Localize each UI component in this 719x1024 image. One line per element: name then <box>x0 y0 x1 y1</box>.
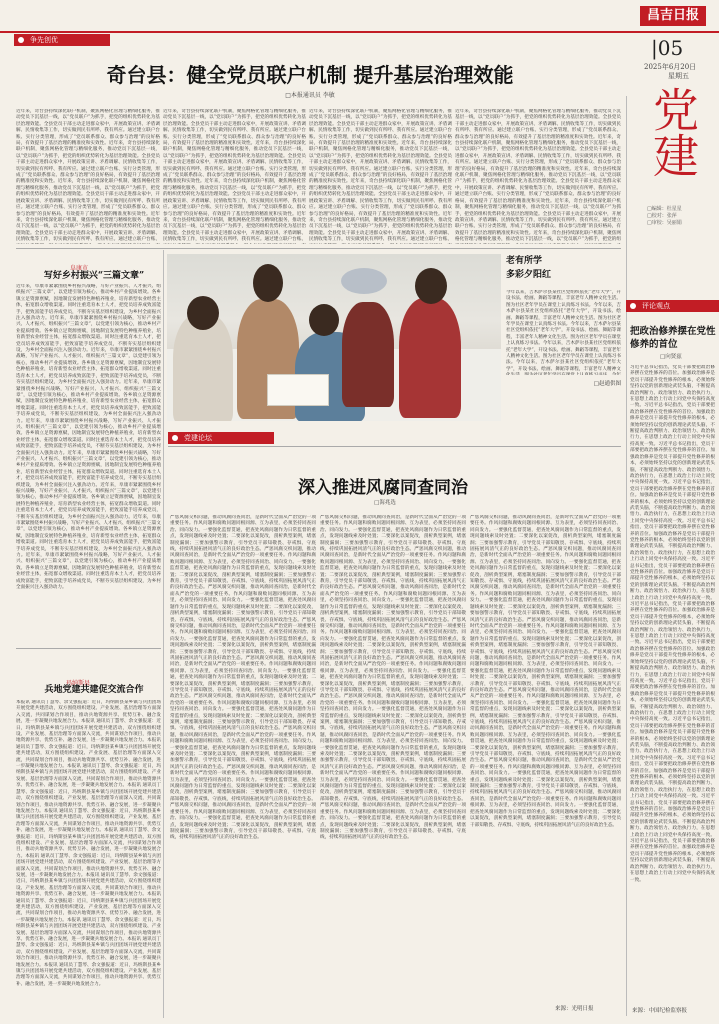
review-title: 把政治修养摆在党性修养的首位 <box>630 326 716 350</box>
lead-divider <box>16 248 621 249</box>
lead-body-col-3: 近年来，奇台县持续深化联户机制，聚焦网格化管理与精细化服务，推动党员下沉基层一线，以“党员联户”为抓手，把党的组织优势转化为基层治理效能。全县党员干部主动走进群众家中，开展政策宣讲、矛盾调解、民情收集等工作，切实做到民有所呼、我有所应。通过建立联户台账、实行分类管理，形成了“党员联系群众、群众参与治理”的良好格局，有效提升了基层治理的精准度和实效性。近年来，奇台县持续深化联户机制，聚焦网格化管理与精细化服务，推动党员下沉基层一线，以“党员联户”为抓手，把党的组织优势转化为基层治理效能。全县党员干部主动走进群众家中，开展政策宣讲、矛盾调解、民情收集等工作，切实做到民有所呼、我有所应。通过建立联户台账、实行分类管理，形成了“党员联系群众、群众参与治理”的良好格局，有效提升了基层治理的精准度和实效性。近年来，奇台县持续深化联户机制，聚焦网格化管理与精细化服务，推动党员下沉基层一线，以“党员联户”为抓手，把党的组织优势转化为基层治理效能。全县党员干部主动走进群众家中，开展政策宣讲、矛盾调解、民情收集等工作，切实做到民有所呼、我有所应。通过建立联户台账、实行分类管理，形成了“党员联系群众、群众参与治理”的良好格局，有效提升了基层治理的精准度和实效性。近年来，奇台县持续深化联户机制，聚焦网格化管理与精细化服务，推动党员下沉基层一线，以“党员联户”为抓手，把党的组织优势转化为基层治理效能。全县党员干部主动走进群众家中，开展政策宣讲、矛盾调解、民情收集等工作，切实做到民有所呼、我有所应。通过建立联户台账、 <box>309 109 452 243</box>
left-article-2-kicker: 玛纳斯县 <box>66 680 91 687</box>
page-weekday: 星期五 <box>668 72 689 80</box>
column-divider-right <box>626 96 627 1016</box>
left-article-1-kicker: 阜康市 <box>70 265 89 272</box>
left-article-2-body: 本报讯 通讯员丁慧琴、余文强报道：近日，玛纳斯县某乡镇与兵团团场开展党建共建活动，双方围绕组织建设、产业发展、基层治理等方面深入交流，共同谋划合作项目，推动兵地资源共享、优势互补、融合发展，进一步凝聚兵地发展合力。本报讯 通讯员丁慧琴、余文强报道：近日，玛纳斯县某乡镇与兵团团场开展党建共建活动，双方围绕组织建设、产业发展、基层治理等方面深入交流，共同谋划合作项目，推动兵地资源共享、优势互补、融合发展，进一步凝聚兵地发展合力。本报讯 通讯员丁慧琴、余文强报道：近日，玛纳斯县某乡镇与兵团团场开展党建共建活动，双方围绕组织建设、产业发展、基层治理等方面深入交流，共同谋划合作项目，推动兵地资源共享、优势互补、融合发展，进一步凝聚兵地发展合力。本报讯 通讯员丁慧琴、余文强报道：近日，玛纳斯县某乡镇与兵团团场开展党建共建活动，双方围绕组织建设、产业发展、基层治理等方面深入交流，共同谋划合作项目，推动兵地资源共享、优势互补、融合发展，进一步凝聚兵地发展合力。本报讯 通讯员丁慧琴、余文强报道：近日，玛纳斯县某乡镇与兵团团场开展党建共建活动，双方围绕组织建设、产业发展、基层治理等方面深入交流，共同谋划合作项目，推动兵地资源共享、优势互补、融合发展，进一步凝聚兵地发展合力。本报讯 通讯员丁慧琴、余文强报道：近日，玛纳斯县某乡镇与兵团团场开展党建共建活动，双方围绕组织建设、产业发展、基层治理等方面深入交流，共同谋划合作项目，推动兵地资源共享、优势互补、融合发展，进一步凝聚兵地发展合力。本报讯 通讯员丁慧琴、余文强报道：近日，玛纳斯县某乡镇与兵团团场开展党建共建活动，双方围绕组织建设、产业发展、基层治理等方面深入交流，共同谋划合作项目，推动兵地资源共享、优势互补、融合发展，进一步凝聚兵地发展合力。本报讯 通讯员丁慧琴、余文强报道：近日，玛纳斯县某乡镇与兵团团场开展党建共建活动，双方围绕组织建设、产业发展、基层治理等方面深入交流，共同谋划合作项目，推动兵地资源共享、优势互补、融合发展，进一步凝聚兵地发展合力。本报讯 通讯员丁慧琴、余文强报道：近日，玛纳斯县某乡镇与兵团团场开展党建共建活动，双方围绕组织建设、产业发展、基层治理等方面深入交流，共同谋划合作项目，推动兵地资源共享、优势互补、融合发展，进一步凝聚兵地发展合力。本报讯 通讯员丁慧琴、余文强报道：近日，玛纳斯县某乡镇与兵团团场开展党建共建活动，双方围绕组织建设、产业发展、基层治理等方面深入交流，共同谋划合作项目，推动兵地资源共享、优势互补、融合发展，进一步凝聚兵地发展合力。本报讯 通讯员丁慧琴、余文强报道：近日，玛纳斯县某乡镇与兵团团场开展党建共建活动，双方围绕组织建设、产业发展、基层治理等方面深入交流，共同谋划合作项目，推动兵地资源共享、优势互补、融合发展，进一步凝聚兵地发展合力。本报讯 通讯员丁慧琴、余文强报道：近日，玛纳斯县某乡镇与兵团团场开展党建共建活动，双方围绕组织建设、产业发展、基层治理等方面深入交流，共同谋划合作项目，推动兵地资源共享、优势互补、融合发展，进一步凝聚兵地发展合力。本报讯 通讯员丁慧琴、余文强报道：近日，玛纳斯县某乡镇与兵团团场开展党建共建活动，双方围绕组织建设、产业发展、基层治理等方面深入交流，共同谋划合作项目，推动兵地资源共享、优势互补、融合发展，进一步凝聚兵地发展合力。 <box>16 700 161 987</box>
lead-byline: □本报通讯员 李敏 <box>285 92 335 99</box>
newspaper-logo: 昌吉日报 <box>640 6 706 26</box>
photo-caption <box>506 254 621 424</box>
mid-source: 来源：光明日报 <box>555 1006 594 1012</box>
mid-body-col-1: 严惩风腐交织问题，推动风腐同查同治，是新时代全面从严治党的一项重要任务。作风问题和腐败问题同根同源、互为表里，必须坚持同查同治、同向发力。一要强化监督贯通，把查处风腐问题作为日常监督的重点，发现问题线索及时处置；二要深化以案促改，剖析典型案例，堵塞制度漏洞；三要加强警示教育，引导党员干部知敬畏、存戒惧、守底线，持续巩固拓展风清气正的良好政治生态。严惩风腐交织问题，推动风腐同查同治，是新时代全面从严治党的一项重要任务。作风问题和腐败问题同根同源、互为表里，必须坚持同查同治、同向发力。一要强化监督贯通，把查处风腐问题作为日常监督的重点，发现问题线索及时处置；二要深化以案促改，剖析典型案例，堵塞制度漏洞；三要加强警示教育，引导党员干部知敬畏、存戒惧、守底线，持续巩固拓展风清气正的良好政治生态。严惩风腐交织问题，推动风腐同查同治，是新时代全面从严治党的一项重要任务。作风问题和腐败问题同根同源、互为表里，必须坚持同查同治、同向发力。一要强化监督贯通，把查处风腐问题作为日常监督的重点，发现问题线索及时处置；二要深化以案促改，剖析典型案例，堵塞制度漏洞；三要加强警示教育，引导党员干部知敬畏、存戒惧、守底线，持续巩固拓展风清气正的良好政治生态。严惩风腐交织问题，推动风腐同查同治，是新时代全面从严治党的一项重要任务。作风问题和腐败问题同根同源、互为表里，必须坚持同查同治、同向发力。一要强化监督贯通，把查处风腐问题作为日常监督的重点，发现问题线索及时处置；二要深化以案促改，剖析典型案例，堵塞制度漏洞；三要加强警示教育，引导党员干部知敬畏、存戒惧、守底线，持续巩固拓展风清气正的良好政治生态。严惩风腐交织问题，推动风腐同查同治，是新时代全面从严治党的一项重要任务。作风问题和腐败问题同根同源、互为表里，必须坚持同查同治、同向发力。一要强化监督贯通，把查处风腐问题作为日常监督的重点，发现问题线索及时处置；二要深化以案促改，剖析典型案例，堵塞制度漏洞；三要加强警示教育，引导党员干部知敬畏、存戒惧、守底线，持续巩固拓展风清气正的良好政治生态。严惩风腐交织问题，推动风腐同查同治，是新时代全面从严治党的一项重要任务。作风问题和腐败问题同根同源、互为表里，必须坚持同查同治、同向发力。一要强化监督贯通，把查处风腐问题作为日常监督的重点，发现问题线索及时处置；二要深化以案促改，剖析典型案例，堵塞制度漏洞；三要加强警示教育，引导党员干部知敬畏、存戒惧、守底线，持续巩固拓展风清气正的良好政治生态。严惩风腐交织问题，推动风腐同查同治，是新时代全面从严治党的一项重要任务。作风问题和腐败问题同根同源、互为表里，必须坚持同查同治、同向发力。一要强化监督贯通，把查处风腐问题作为日常监督的重点，发现问题线索及时处置；二要深化以案促改，剖析典型案例，堵塞制度漏洞；三要加强警示教育，引导党员干部知敬畏、存戒惧、守底线，持续巩固拓展风清气正的良好政治生态。严惩风腐交织问题，推动风腐同查同治，是新时代全面从严治党的一项重要任务。作风问题和腐败问题同根同源、互为表里，必须坚持同查同治、同向发力。一要强化监督贯通，把查处风腐问题作为日常监督的重点，发现问题线索及时处置；二要深化以案促改，剖析典型案例，堵塞制度漏洞；三要加强警示教育，引导党员干部知敬畏、存戒惧、守底线，持续巩固拓展风清气正的良好政治生态。严惩风腐交织问题，推动风腐同查同治，是新时代全面从严治党的一项重要任务。作风问题和腐败问题同根同源、互为表里，必须坚持同查同治、同向发力。一要强化监督贯通，把查处风腐问题作为日常监督的重点，发现问题线索及时处置；二要深化以案促改，剖析典型案例，堵塞制度漏洞；三要加强警示教育，引导党员干部知敬畏、存戒惧、守底线，持续巩固拓展风清气正的良好政治生态。 <box>170 515 316 841</box>
editor-line: □审校：吴丽娟 <box>647 220 682 226</box>
editor-credits <box>647 205 717 226</box>
lead-body-col-4: 近年来，奇台县持续深化联户机制，聚焦网格化管理与精细化服务，推动党员下沉基层一线，以“党员联户”为抓手，把党的组织优势转化为基层治理效能。全县党员干部主动走进群众家中，开展政策宣讲、矛盾调解、民情收集等工作，切实做到民有所呼、我有所应。通过建立联户台账、实行分类管理，形成了“党员联系群众、群众参与治理”的良好格局，有效提升了基层治理的精准度和实效性。近年来，奇台县持续深化联户机制，聚焦网格化管理与精细化服务，推动党员下沉基层一线，以“党员联户”为抓手，把党的组织优势转化为基层治理效能。全县党员干部主动走进群众家中，开展政策宣讲、矛盾调解、民情收集等工作，切实做到民有所呼、我有所应。通过建立联户台账、实行分类管理，形成了“党员联系群众、群众参与治理”的良好格局，有效提升了基层治理的精准度和实效性。近年来，奇台县持续深化联户机制，聚焦网格化管理与精细化服务，推动党员下沉基层一线，以“党员联户”为抓手，把党的组织优势转化为基层治理效能。全县党员干部主动走进群众家中，开展政策宣讲、矛盾调解、民情收集等工作，切实做到民有所呼、我有所应。通过建立联户台账、实行分类管理，形成了“党员联系群众、群众参与治理”的良好格局，有效提升了基层治理的精准度和实效性。近年来，奇台县持续深化联户机制，聚焦网格化管理与精细化服务，推动党员下沉基层一线，以“党员联户”为抓手，把党的组织优势转化为基层治理效能。全县党员干部主动走进群众家中，开展政策宣讲、矛盾调解、民情收集等工作，切实做到民有所呼、我有所应。通过建立联户台账、实行分类管理，形成了“党员联系群众、群众参与治理”的良好格局，有效提升了基层治理的精准度和实效性。近年来，奇台县持续深化联户机制，聚焦网格化管理与精细化服务，推动党员下沉基层一线，以“党员联户”为抓手，把党的组 <box>455 109 621 243</box>
page-date: 2025年6月20日 <box>644 63 697 71</box>
mid-divider <box>168 446 621 447</box>
lead-headline: 奇台县：健全党员联户机制 提升基层治理效能 <box>106 63 514 87</box>
editor-line: □编辑：杜星星 <box>647 206 682 212</box>
lead-body-col-1: 近年来，奇台县持续深化联户机制，聚焦网格化管理与精细化服务，推动党员下沉基层一线，以“党员联户”为抓手，把党的组织优势转化为基层治理效能。全县党员干部主动走进群众家中，开展政策宣讲、矛盾调解、民情收集等工作，切实做到民有所呼、我有所应。通过建立联户台账、实行分类管理，形成了“党员联系群众、群众参与治理”的良好格局，有效提升了基层治理的精准度和实效性。近年来，奇台县持续深化联户机制，聚焦网格化管理与精细化服务，推动党员下沉基层一线，以“党员联户”为抓手，把党的组织优势转化为基层治理效能。全县党员干部主动走进群众家中，开展政策宣讲、矛盾调解、民情收集等工作，切实做到民有所呼、我有所应。通过建立联户台账、实行分类管理，形成了“党员联系群众、群众参与治理”的良好格局，有效提升了基层治理的精准度和实效性。近年来，奇台县持续深化联户机制，聚焦网格化管理与精细化服务，推动党员下沉基层一线，以“党员联户”为抓手，把党的组织优势转化为基层治理效能。全县党员干部主动走进群众家中，开展政策宣讲、矛盾调解、民情收集等工作，切实做到民有所呼、我有所应。通过建立联户台账、实行分类管理，形成了“党员联系群众、群众参与治理”的良好格局，有效提升了基层治理的精准度和实效性。近年来，奇台县持续深化联户机制，聚焦网格化管理与精细化服务，推动党员下沉基层一线，以“党员联户”为抓手，把党的组织优势转化为基层治理效能。全县党员干部主动走进群众家中，开展政策宣讲、矛盾调解、民情收集等工作，切实做到民有所呼、我有所应。通过建立联户台账、 <box>16 109 160 243</box>
photo-credit: □赵通供图 <box>593 381 621 387</box>
review-author: □向贤兹 <box>660 354 682 360</box>
section-tag-review: 评论观点 <box>626 300 719 312</box>
editor-line: □校对：张萍 <box>647 213 677 219</box>
mid-article-author: □海兆选 <box>374 500 396 506</box>
page-number: |05 <box>651 36 684 60</box>
left-article-1-body: 近年来，阜康市紧紧围绕乡村振兴战略，写好产业振兴、人才振兴、组织振兴“三篇文章”，以党建引领为核心，推动乡村产业提质增效。各乡镇立足资源禀赋，因地制宜发展特色种植养殖业，培育新型农业经营主体，拓宽群众增收渠道。同时注重选育本土人才，把党员培养成致富能手，把致富能手培养成党员，不断夯实基层组织建设，为乡村全面振兴注入强劲动力。近年来，阜康市紧紧围绕乡村振兴战略，写好产业振兴、人才振兴、组织振兴“三篇文章”，以党建引领为核心，推动乡村产业提质增效。各乡镇立足资源禀赋，因地制宜发展特色种植养殖业，培育新型农业经营主体，拓宽群众增收渠道。同时注重选育本土人才，把党员培养成致富能手，把致富能手培养成党员，不断夯实基层组织建设，为乡村全面振兴注入强劲动力。近年来，阜康市紧紧围绕乡村振兴战略，写好产业振兴、人才振兴、组织振兴“三篇文章”，以党建引领为核心，推动乡村产业提质增效。各乡镇立足资源禀赋，因地制宜发展特色种植养殖业，培育新型农业经营主体，拓宽群众增收渠道。同时注重选育本土人才，把党员培养成致富能手，把致富能手培养成党员，不断夯实基层组织建设，为乡村全面振兴注入强劲动力。近年来，阜康市紧紧围绕乡村振兴战略，写好产业振兴、人才振兴、组织振兴“三篇文章”，以党建引领为核心，推动乡村产业提质增效。各乡镇立足资源禀赋，因地制宜发展特色种植养殖业，培育新型农业经营主体，拓宽群众增收渠道。同时注重选育本土人才，把党员培养成致富能手，把致富能手培养成党员，不断夯实基层组织建设，为乡村全面振兴注入强劲动力。近年来，阜康市紧紧围绕乡村振兴战略，写好产业振兴、人才振兴、组织振兴“三篇文章”，以党建引领为核心，推动乡村产业提质增效。各乡镇立足资源禀赋，因地制宜发展特色种植养殖业，培育新型农业经营主体，拓宽群众增收渠道。同时注重选育本土人才，把党员培养成致富能手，把致富能手培养成党员，不断夯实基层组织建设，为乡村全面振兴注入强劲动力。近年来，阜康市紧紧围绕乡村振兴战略，写好产业振兴、人才振兴、组织振兴“三篇文章”，以党建引领为核心，推动乡村产业提质增效。各乡镇立足资源禀赋，因地制宜发展特色种植养殖业，培育新型农业经营主体，拓宽群众增收渠道。同时注重选育本土人才，把党员培养成致富能手，把致富能手培养成党员，不断夯实基层组织建设，为乡村全面振兴注入强劲动力。近年来，阜康市紧紧围绕乡村振兴战略，写好产业振兴、人才振兴、组织振兴“三篇文章”，以党建引领为核心，推动乡村产业提质增效。各乡镇立足资源禀赋，因地制宜发展特色种植养殖业，培育新型农业经营主体，拓宽群众增收渠道。同时注重选育本土人才，把党员培养成致富能手，把致富能手培养成党员，不断夯实基层组织建设，为乡村全面振兴注入强劲动力。近年来，阜康市紧紧围绕乡村振兴战略，写好产业振兴、人才振兴、组织振兴“三篇文章”，以党建引领为核心，推动乡村产业提质增效。各乡镇立足资源禀赋，因地制宜发展特色种植养殖业，培育新型农业经营主体，拓宽群众增收渠道。同时注重选育本土人才，把党员培养成致富能手，把致富能手培养成党员，不断夯实基层组织建设，为乡村全面振兴注入强劲动力。近年来，阜康市紧紧围绕乡村振兴战略，写好产业振兴、人才振兴、组织振兴“三篇文章”，以党建引领为核心，推动乡村产业提质增效。各乡镇立足资源禀赋，因地制宜发展特色种植养殖业，培育新型农业经营主体，拓宽群众增收渠道。同时注重选育本土人才，把党员培养成致富能手，把致富能手培养成党员，不断夯实基层组织建设，为乡村全面振兴注入强劲动力。 <box>16 284 161 591</box>
left-article-divider <box>16 648 161 649</box>
mid-body-col-3: 严惩风腐交织问题，推动风腐同查同治，是新时代全面从严治党的一项重要任务。作风问题和腐败问题同根同源、互为表里，必须坚持同查同治、同向发力。一要强化监督贯通，把查处风腐问题作为日常监督的重点，发现问题线索及时处置；二要深化以案促改，剖析典型案例，堵塞制度漏洞；三要加强警示教育，引导党员干部知敬畏、存戒惧、守底线，持续巩固拓展风清气正的良好政治生态。严惩风腐交织问题，推动风腐同查同治，是新时代全面从严治党的一项重要任务。作风问题和腐败问题同根同源、互为表里，必须坚持同查同治、同向发力。一要强化监督贯通，把查处风腐问题作为日常监督的重点，发现问题线索及时处置；二要深化以案促改，剖析典型案例，堵塞制度漏洞；三要加强警示教育，引导党员干部知敬畏、存戒惧、守底线，持续巩固拓展风清气正的良好政治生态。严惩风腐交织问题，推动风腐同查同治，是新时代全面从严治党的一项重要任务。作风问题和腐败问题同根同源、互为表里，必须坚持同查同治、同向发力。一要强化监督贯通，把查处风腐问题作为日常监督的重点，发现问题线索及时处置；二要深化以案促改，剖析典型案例，堵塞制度漏洞；三要加强警示教育，引导党员干部知敬畏、存戒惧、守底线，持续巩固拓展风清气正的良好政治生态。严惩风腐交织问题，推动风腐同查同治，是新时代全面从严治党的一项重要任务。作风问题和腐败问题同根同源、互为表里，必须坚持同查同治、同向发力。一要强化监督贯通，把查处风腐问题作为日常监督的重点，发现问题线索及时处置；二要深化以案促改，剖析典型案例，堵塞制度漏洞；三要加强警示教育，引导党员干部知敬畏、存戒惧、守底线，持续巩固拓展风清气正的良好政治生态。严惩风腐交织问题，推动风腐同查同治，是新时代全面从严治党的一项重要任务。作风问题和腐败问题同根同源、互为表里，必须坚持同查同治、同向发力。一要强化监督贯通，把查处风腐问题作为日常监督的重点，发现问题线索及时处置；二要深化以案促改，剖析典型案例，堵塞制度漏洞；三要加强警示教育，引导党员干部知敬畏、存戒惧、守底线，持续巩固拓展风清气正的良好政治生态。严惩风腐交织问题，推动风腐同查同治，是新时代全面从严治党的一项重要任务。作风问题和腐败问题同根同源、互为表里，必须坚持同查同治、同向发力。一要强化监督贯通，把查处风腐问题作为日常监督的重点，发现问题线索及时处置；二要深化以案促改，剖析典型案例，堵塞制度漏洞；三要加强警示教育，引导党员干部知敬畏、存戒惧、守底线，持续巩固拓展风清气正的良好政治生态。严惩风腐交织问题，推动风腐同查同治，是新时代全面从严治党的一项重要任务。作风问题和腐败问题同根同源、互为表里，必须坚持同查同治、同向发力。一要强化监督贯通，把查处风腐问题作为日常监督的重点，发现问题线索及时处置；二要深化以案促改，剖析典型案例，堵塞制度漏洞；三要加强警示教育，引导党员干部知敬畏、存戒惧、守底线，持续巩固拓展风清气正的良好政治生态。严惩风腐交织问题，推动风腐同查同治，是新时代全面从严治党的一项重要任务。作风问题和腐败问题同根同源、互为表里，必须坚持同查同治、同向发力。一要强化监督贯通，把查处风腐问题作为日常监督的重点，发现问题线索及时处置；二要深化以案促改，剖析典型案例，堵塞制度漏洞；三要加强警示教育，引导党员干部知敬畏、存戒惧、守底线，持续巩固拓展风清气正的良好政治生态。严惩风腐交织问题，推动风腐同查同治，是新时代全面从严治党的一项重要任务。作风问题和腐败问题同根同源、互为表里，必须坚持同查同治、同向发力。一要强化监督贯通，把查处风腐问题作为日常监督的重点，发现问题线索及时处置；二要深化以案促改，剖析典型案例，堵塞制度漏洞；三要加强警示教育，引导党员干部知敬畏、存戒惧、守底线，持续巩固拓展风清气正的良好政治生态。 <box>470 515 621 828</box>
section-tag-top: 争先创优 <box>14 34 110 46</box>
column-divider-left <box>163 250 164 1018</box>
review-source: 来源：中国纪检监察报 <box>632 1008 688 1014</box>
lead-body-col-2: 近年来，奇台县持续深化联户机制，聚焦网格化管理与精细化服务，推动党员下沉基层一线，以“党员联户”为抓手，把党的组织优势转化为基层治理效能。全县党员干部主动走进群众家中，开展政策宣讲、矛盾调解、民情收集等工作，切实做到民有所呼、我有所应。通过建立联户台账、实行分类管理，形成了“党员联系群众、群众参与治理”的良好格局，有效提升了基层治理的精准度和实效性。近年来，奇台县持续深化联户机制，聚焦网格化管理与精细化服务，推动党员下沉基层一线，以“党员联户”为抓手，把党的组织优势转化为基层治理效能。全县党员干部主动走进群众家中，开展政策宣讲、矛盾调解、民情收集等工作，切实做到民有所呼、我有所应。通过建立联户台账、实行分类管理，形成了“党员联系群众、群众参与治理”的良好格局，有效提升了基层治理的精准度和实效性。近年来，奇台县持续深化联户机制，聚焦网格化管理与精细化服务，推动党员下沉基层一线，以“党员联户”为抓手，把党的组织优势转化为基层治理效能。全县党员干部主动走进群众家中，开展政策宣讲、矛盾调解、民情收集等工作，切实做到民有所呼、我有所应。通过建立联户台账、实行分类管理，形成了“党员联系群众、群众参与治理”的良好格局，有效提升了基层治理的精准度和实效性。近年来，奇台县持续深化联户机制，聚焦网格化管理与精细化服务，推动党员下沉基层一线，以“党员联户”为抓手，把党的组织优势转化为基层治理效能。全县党员干部主动走进群众家中，开展政策宣讲、矛盾调解、民情收集等工作，切实做到民有所呼、我有所应。通过建立联户台账、 <box>163 109 306 243</box>
mid-article-title: 深入推进风腐同查同治 <box>298 478 468 498</box>
calligraphy-class-photo <box>167 254 501 421</box>
photo-caption-title: 老有所学 多彩夕阳红 <box>506 256 552 280</box>
masthead-rule <box>0 31 719 33</box>
photo-caption-body: 今年以来，吉木萨尔县某社区党组织依托“老年大学”，开设书法、绘画、舞蹈等课程，丰富老年人精神文化生活。图为社区老年学员在课堂上认真练习书法。今年以来，吉木萨尔县某社区党组织依托“老年大学”，开设书法、绘画、舞蹈等课程，丰富老年人精神文化生活。图为社区老年学员在课堂上认真练习书法。今年以来，吉木萨尔县某社区党组织依托“老年大学”，开设书法、绘画、舞蹈等课程，丰富老年人精神文化生活。图为社区老年学员在课堂上认真练习书法。今年以来，吉木萨尔县某社区党组织依托“老年大学”，开设书法、绘画、舞蹈等课程，丰富老年人精神文化生活。图为社区老年学员在课堂上认真练习书法。今年以来，吉木萨尔县某社区党组织依托“老年大学”，开设书法、绘画、舞蹈等课程，丰富老年人精神文 <box>506 290 621 372</box>
mid-body-col-2: 严惩风腐交织问题，推动风腐同查同治，是新时代全面从严治党的一项重要任务。作风问题和腐败问题同根同源、互为表里，必须坚持同查同治、同向发力。一要强化监督贯通，把查处风腐问题作为日常监督的重点，发现问题线索及时处置；二要深化以案促改，剖析典型案例，堵塞制度漏洞；三要加强警示教育，引导党员干部知敬畏、存戒惧、守底线，持续巩固拓展风清气正的良好政治生态。严惩风腐交织问题，推动风腐同查同治，是新时代全面从严治党的一项重要任务。作风问题和腐败问题同根同源、互为表里，必须坚持同查同治、同向发力。一要强化监督贯通，把查处风腐问题作为日常监督的重点，发现问题线索及时处置；二要深化以案促改，剖析典型案例，堵塞制度漏洞；三要加强警示教育，引导党员干部知敬畏、存戒惧、守底线，持续巩固拓展风清气正的良好政治生态。严惩风腐交织问题，推动风腐同查同治，是新时代全面从严治党的一项重要任务。作风问题和腐败问题同根同源、互为表里，必须坚持同查同治、同向发力。一要强化监督贯通，把查处风腐问题作为日常监督的重点，发现问题线索及时处置；二要深化以案促改，剖析典型案例，堵塞制度漏洞；三要加强警示教育，引导党员干部知敬畏、存戒惧、守底线，持续巩固拓展风清气正的良好政治生态。严惩风腐交织问题，推动风腐同查同治，是新时代全面从严治党的一项重要任务。作风问题和腐败问题同根同源、互为表里，必须坚持同查同治、同向发力。一要强化监督贯通，把查处风腐问题作为日常监督的重点，发现问题线索及时处置；二要深化以案促改，剖析典型案例，堵塞制度漏洞；三要加强警示教育，引导党员干部知敬畏、存戒惧、守底线，持续巩固拓展风清气正的良好政治生态。严惩风腐交织问题，推动风腐同查同治，是新时代全面从严治党的一项重要任务。作风问题和腐败问题同根同源、互为表里，必须坚持同查同治、同向发力。一要强化监督贯通，把查处风腐问题作为日常监督的重点，发现问题线索及时处置；二要深化以案促改，剖析典型案例，堵塞制度漏洞；三要加强警示教育，引导党员干部知敬畏、存戒惧、守底线，持续巩固拓展风清气正的良好政治生态。严惩风腐交织问题，推动风腐同查同治，是新时代全面从严治党的一项重要任务。作风问题和腐败问题同根同源、互为表里，必须坚持同查同治、同向发力。一要强化监督贯通，把查处风腐问题作为日常监督的重点，发现问题线索及时处置；二要深化以案促改，剖析典型案例，堵塞制度漏洞；三要加强警示教育，引导党员干部知敬畏、存戒惧、守底线，持续巩固拓展风清气正的良好政治生态。严惩风腐交织问题，推动风腐同查同治，是新时代全面从严治党的一项重要任务。作风问题和腐败问题同根同源、互为表里，必须坚持同查同治、同向发力。一要强化监督贯通，把查处风腐问题作为日常监督的重点，发现问题线索及时处置；二要深化以案促改，剖析典型案例，堵塞制度漏洞；三要加强警示教育，引导党员干部知敬畏、存戒惧、守底线，持续巩固拓展风清气正的良好政治生态。严惩风腐交织问题，推动风腐同查同治，是新时代全面从严治党的一项重要任务。作风问题和腐败问题同根同源、互为表里，必须坚持同查同治、同向发力。一要强化监督贯通，把查处风腐问题作为日常监督的重点，发现问题线索及时处置；二要深化以案促改，剖析典型案例，堵塞制度漏洞；三要加强警示教育，引导党员干部知敬畏、存戒惧、守底线，持续巩固拓展风清气正的良好政治生态。严惩风腐交织问题，推动风腐同查同治，是新时代全面从严治党的一项重要任务。作风问题和腐败问题同根同源、互为表里，必须坚持同查同治、同向发力。一要强化监督贯通，把查处风腐问题作为日常监督的重点，发现问题线索及时处置；二要深化以案促改，剖析典型案例，堵塞制度漏洞；三要加强警示教育，引导党员干部知敬畏、存戒惧、守底线，持续巩固拓展风清气正的良好政治生态。 <box>320 515 466 841</box>
left-article-1-title: 写好乡村振兴“三篇文章” <box>43 271 145 281</box>
section-title-dangjian: 党建 <box>646 86 700 178</box>
section-tag-mid: 党建论坛 <box>168 432 274 444</box>
review-body: 习近平总书记指出，党员干部要把政治修养摆在党性修养的首位。加强政治修养是党员干部提升党性修养的根本，必须始终坚持以党的创新理论武装头脑，不断提高政治判断力、政治领悟力、政治执行力，在思想上政治上行动上同党中央保持高度一致。习近平总书记指出，党员干部要把政治修养摆在党性修养的首位。加强政治修养是党员干部提升党性修养的根本，必须始终坚持以党的创新理论武装头脑，不断提高政治判断力、政治领悟力、政治执行力，在思想上政治上行动上同党中央保持高度一致。习近平总书记指出，党员干部要把政治修养摆在党性修养的首位。加强政治修养是党员干部提升党性修养的根本，必须始终坚持以党的创新理论武装头脑，不断提高政治判断力、政治领悟力、政治执行力，在思想上政治上行动上同党中央保持高度一致。习近平总书记指出，党员干部要把政治修养摆在党性修养的首位。加强政治修养是党员干部提升党性修养的根本，必须始终坚持以党的创新理论武装头脑，不断提高政治判断力、政治领悟力、政治执行力，在思想上政治上行动上同党中央保持高度一致。习近平总书记指出，党员干部要把政治修养摆在党性修养的首位。加强政治修养是党员干部提升党性修养的根本，必须始终坚持以党的创新理论武装头脑，不断提高政治判断力、政治领悟力、政治执行力，在思想上政治上行动上同党中央保持高度一致。习近平总书记指出，党员干部要把政治修养摆在党性修养的首位。加强政治修养是党员干部提升党性修养的根本，必须始终坚持以党的创新理论武装头脑，不断提高政治判断力、政治领悟力、政治执行力，在思想上政治上行动上同党中央保持高度一致。习近平总书记指出，党员干部要把政治修养摆在党性修养的首位。加强政治修养是党员干部提升党性修养的根本，必须始终坚持以党的创新理论武装头脑，不断提高政治判断力、政治领悟力、政治执行力，在思想上政治上行动上同党中央保持高度一致。习近平总书记指出，党员干部要把政治修养摆在党性修养的首位。加强政治修养是党员干部提升党性修养的根本，必须始终坚持以党的创新理论武装头脑，不断提高政治判断力、政治领悟力、政治执行力，在思想上政治上行动上同党中央保持高度一致。习近平总书记指出，党员干部要把政治修养摆在党性修养的首位。加强政治修养是党员干部提升党性修养的根本，必须始终坚持以党的创新理论武装头脑，不断提高政治判断力、政治领悟力、政治执行力，在思想上政治上行动上同党中央保持高度一致。习近平总书记指出，党员干部要把政治修养摆在党性修养的首位。加强政治修养是党员干部提升党性修养的根本，必须始终坚持以党的创新理论武装头脑，不断提高政治判断力、政治领悟力、政治执行力，在思想上政治上行动上同党中央保持高度一致。习近平总书记指出，党员干部要把政治修养摆在党性修养的首位。加强政治修养是党员干部提升党性修养的根本，必须始终坚持以党的创新理论武装头脑，不断提高政治判断力、政治领悟力、政治执行力，在思想上政治上行动上同党中央保持高度一致。习近平总书记指出，党员干部要把政治修养摆在党性修养的首位。加强政治修养是党员干部提升党性修养的根本，必须始终坚持以党的创新理论武装头脑，不断提高政治判断力、政治领悟力、政治执行力，在思想上政治上行动上同党中央保持高度一致。习近平总书记指出，党员干部要把政治修养摆在党性修养的首位。加强政治修养是党员干部提升党性修养的根本，必须始终坚持以党的创新理论武装头脑，不断提高政治判断力、政治领悟力、政治执行力，在思想上政治上行动上同党中央保持高度一致。 <box>630 365 715 883</box>
left-article-2-title: 兵地党建共建促交流合作 <box>44 685 144 695</box>
